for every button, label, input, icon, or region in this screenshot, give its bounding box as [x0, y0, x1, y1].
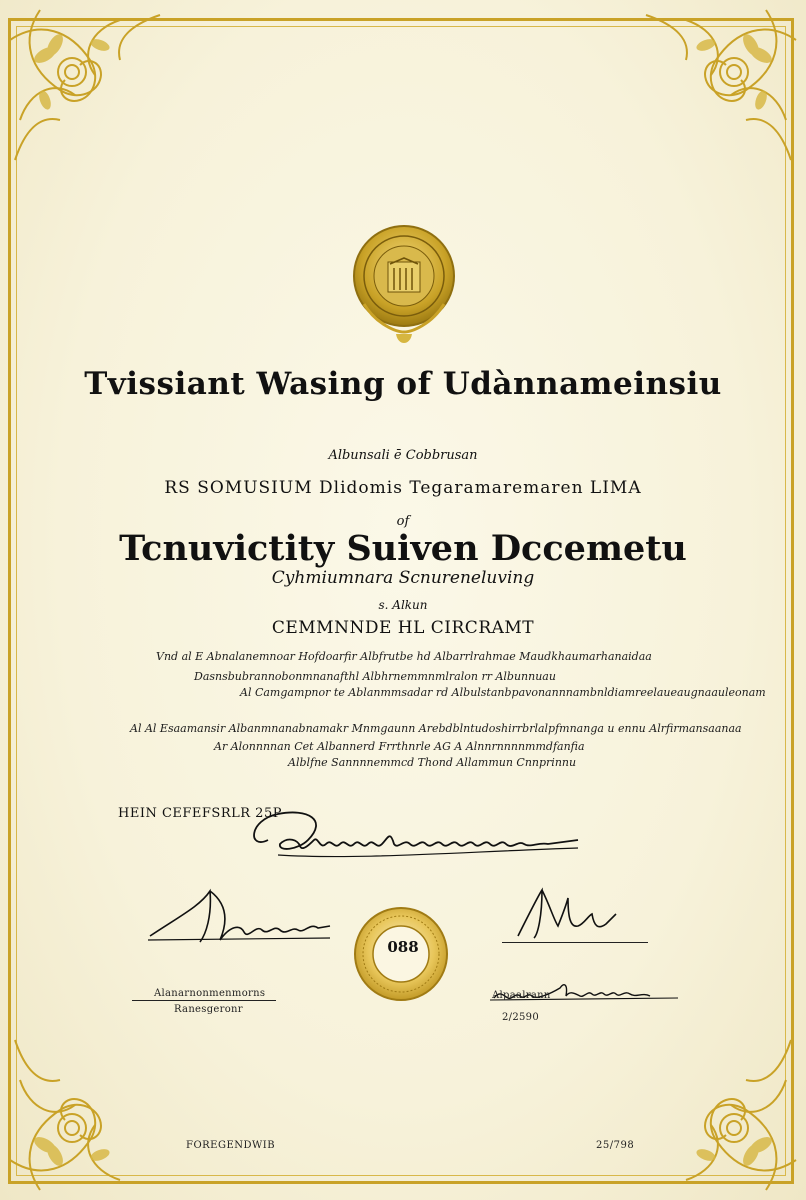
corner-ornament-top-left — [0, 0, 190, 210]
right-date: 2/2590 — [502, 1012, 539, 1023]
body-text-line: Al Camgampnor te Ablanmmsadar rd Albulstanbpavonannnambnldiamreelaueaugnaauleonam — [240, 686, 766, 699]
corner-ornament-bottom-left — [0, 990, 190, 1200]
left-signature — [140, 886, 336, 946]
body-text-line: Alblfne Sannnnemmcd Thond Allammun Cnnprinnu — [288, 756, 577, 769]
certificate-subtitle-2: RS SOMUSIUM Dlidomis Tegaramaremaren LIMA — [164, 478, 642, 498]
left-signature-caption: Alanarnonmenmorns — [154, 988, 266, 999]
right-signature — [498, 886, 648, 946]
body-text-line: Al Al Esaamansir Albanmnanabnamakr Mnmgaunn Arebdblntudoshirrbrlalpfmnanga u ennu Alrfirmansaanaa — [130, 722, 742, 735]
body-text-line: Vnd al E Abnalanemnoar Hofdoarfir Albfrutbe hd Albarrlrahmae Maudkhaumarhanaidaa — [156, 650, 652, 663]
small-caption: s. Alkun — [378, 598, 428, 612]
certificate-subtitle-1: Albunsali ē Cobbrusan — [328, 448, 478, 463]
certificate-label: HEIN CEFEFSRLR 25P — [118, 806, 282, 821]
gold-seal-emblem — [346, 224, 462, 356]
right-signature-caption: Alpaalrann — [492, 990, 551, 1001]
body-text-line: Ar Alonnnnan Cet Albannerd Frrthnrle AG A Alnnrnnnnmmdfanfia — [214, 740, 585, 753]
body-text-line: Dasnsbubrannobonmnanafthl Albhrnemmnmlralon rr Albunnuau — [194, 670, 556, 683]
seal-number: 088 — [387, 938, 419, 956]
corner-ornament-bottom-right — [616, 990, 806, 1200]
certificate-title: Tvissiant Wasing of Udànnameinsiu — [84, 366, 722, 402]
certificate-main-title: Tcnuvictity Suiven Dccemetu — [119, 528, 687, 569]
left-signature-title: Ranesgeronr — [174, 1004, 243, 1015]
footer-right-text: 25/798 — [596, 1140, 635, 1151]
certificate-main-subtitle: Cyhmiumnara Scnureneluving — [271, 568, 535, 588]
left-caption-line — [132, 1000, 276, 1001]
footer-left-text: FOREGENDWIB — [186, 1140, 276, 1151]
corner-ornament-top-right — [616, 0, 806, 210]
main-signature — [238, 800, 588, 864]
recipient-name: CEMMNNDE HL CIRCRAMT — [271, 618, 535, 638]
of-text: of — [396, 514, 410, 529]
